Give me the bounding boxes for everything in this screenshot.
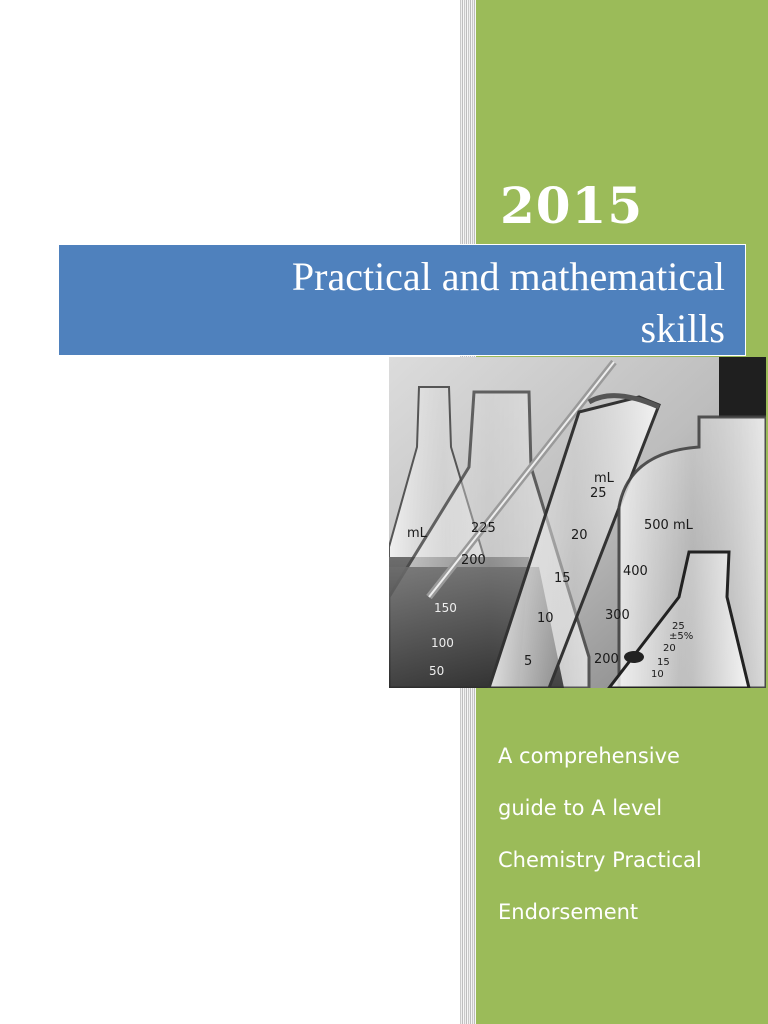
beaker-100-label: 100 [431, 636, 454, 650]
bottle-300-label: 300 [605, 608, 630, 623]
title-line-1: Practical and mathematical [291, 254, 725, 299]
title-box [58, 244, 746, 356]
flask-tolerance-label: ±5% [669, 631, 694, 642]
cylinder-20-label: 20 [571, 528, 588, 543]
bottle-200-label: 200 [594, 652, 619, 667]
subtitle-line-3: Chemistry Practical [498, 848, 702, 872]
bottle-500-label: 500 mL [644, 518, 693, 533]
title-line-2: skills [640, 306, 725, 351]
cylinder-ml-label: mL [594, 471, 614, 486]
beaker-200-label: 200 [461, 553, 486, 568]
cylinder-25-label: 25 [590, 486, 607, 501]
beaker-225-label: 225 [471, 521, 496, 536]
cylinder-15-label: 15 [554, 571, 571, 586]
subtitle-line-4: Endorsement [498, 900, 639, 924]
beaker-50-label: 50 [429, 664, 445, 678]
cover-subtitle [498, 730, 758, 938]
cylinder-10-label: 10 [537, 611, 554, 626]
bottle-400-label: 400 [623, 564, 648, 579]
flask-10-label: 10 [651, 669, 664, 680]
cylinder-5-label: 5 [524, 654, 533, 669]
cover-year: 2015 [500, 176, 644, 235]
beaker-150-label: 150 [434, 601, 457, 615]
beaker-ml-label: mL [407, 526, 427, 541]
subtitle-line-2: guide to A level [498, 796, 663, 820]
lab-glassware-photo [389, 357, 766, 688]
flask-15-label: 15 [657, 657, 670, 668]
flask-25-label: 25 [672, 621, 685, 632]
subtitle-line-1: A comprehensive [498, 744, 680, 768]
flask-20-label: 20 [663, 643, 676, 654]
